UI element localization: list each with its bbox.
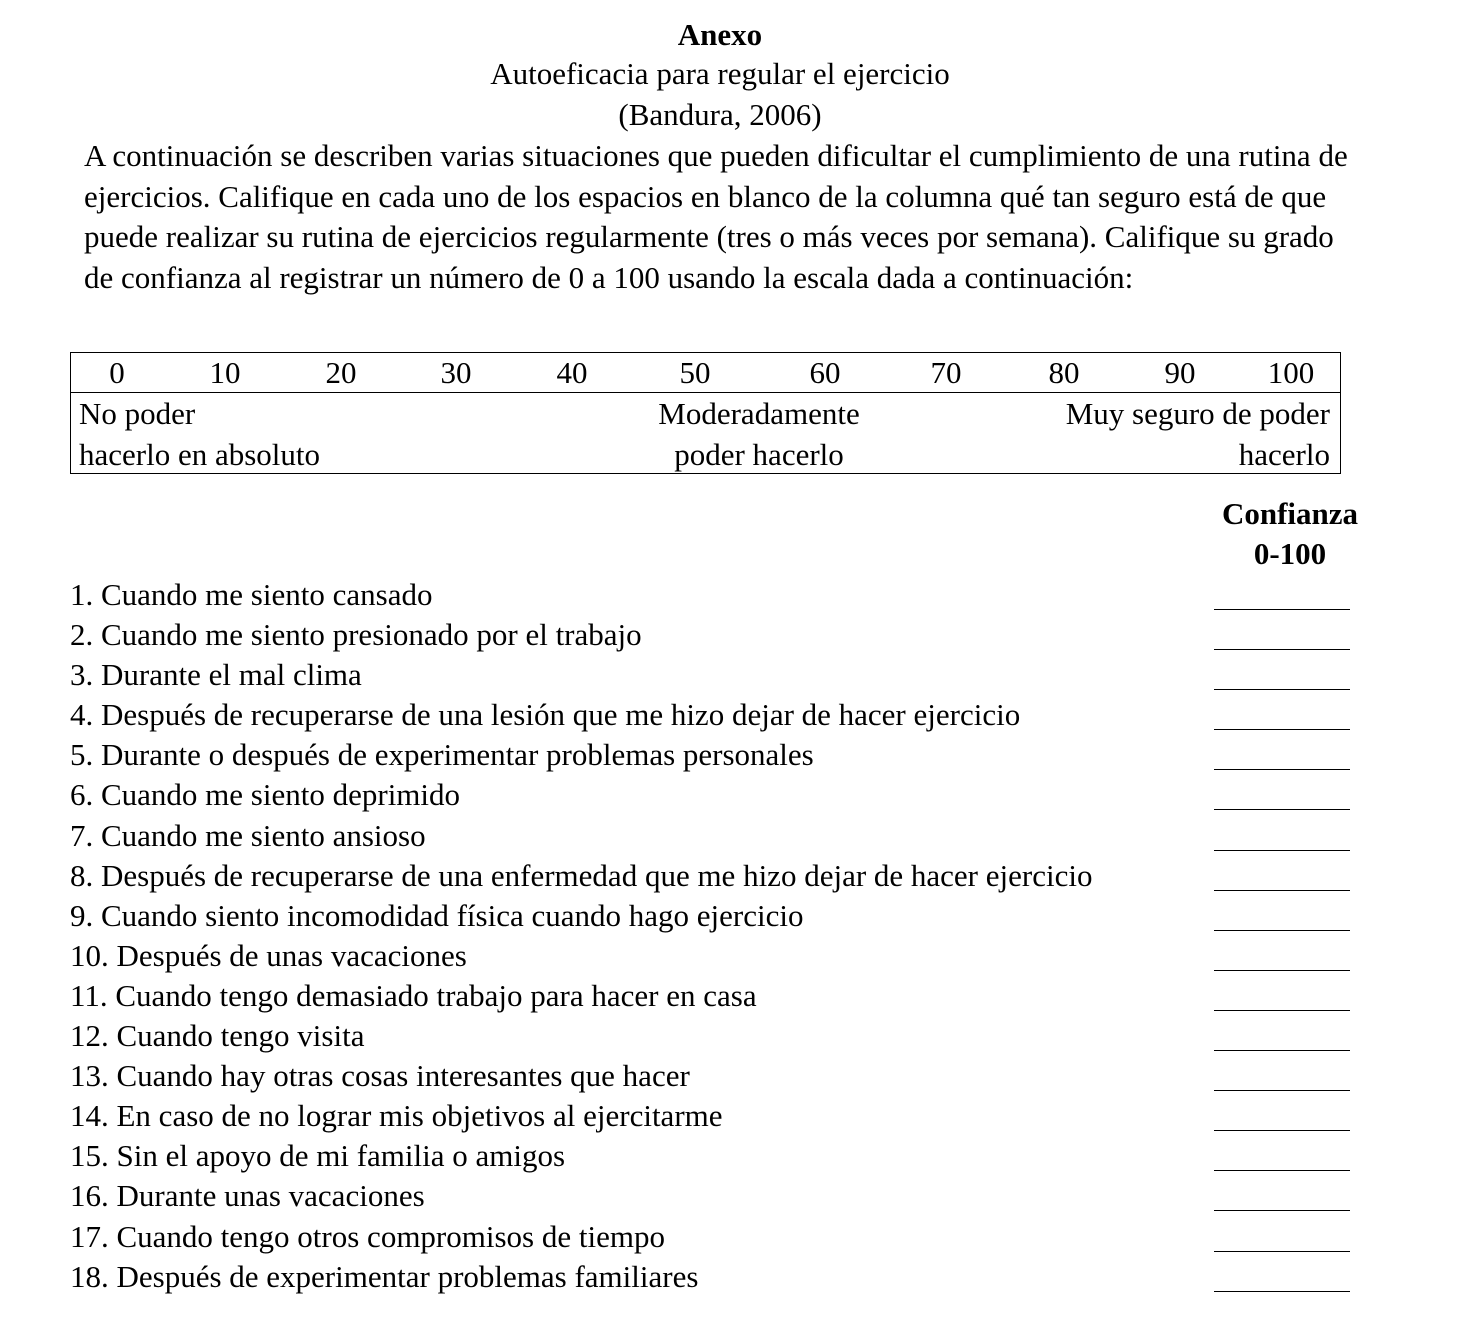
scale-tick: 30 xyxy=(440,355,472,390)
list-item xyxy=(70,856,1360,896)
scale-ticks-row xyxy=(71,353,1340,393)
item-text: 15. Sin el apoyo de mi familia o amigos xyxy=(70,1138,566,1174)
list-item xyxy=(70,1217,1360,1257)
item-text: 4. Después de recuperarse de una lesión que me hizo dejar de hacer ejercicio xyxy=(70,697,1021,733)
confidence-blank[interactable] xyxy=(1214,729,1350,730)
confidence-blank[interactable] xyxy=(1214,1291,1350,1292)
item-text: 6. Cuando me siento deprimido xyxy=(70,777,461,813)
confidence-blank[interactable] xyxy=(1214,1251,1350,1252)
confidence-blank[interactable] xyxy=(1214,689,1350,690)
confidence-blank[interactable] xyxy=(1214,850,1350,851)
list-item xyxy=(70,976,1360,1016)
confidence-column-header xyxy=(1190,494,1390,574)
scale-subtitle: Autoeficacia para regular el ejercicio xyxy=(490,56,950,91)
scale-anchor-mid-line2: poder hacerlo xyxy=(674,436,844,472)
confidence-blank[interactable] xyxy=(1214,1090,1350,1091)
confidence-header-line2: 0-100 xyxy=(1253,536,1327,571)
confidence-blank[interactable] xyxy=(1214,1130,1350,1131)
list-item xyxy=(70,575,1360,615)
list-item xyxy=(70,1257,1360,1297)
list-item xyxy=(70,896,1360,936)
scale-tick: 60 xyxy=(809,355,841,390)
scale-tick: 50 xyxy=(679,355,711,390)
confidence-blank[interactable] xyxy=(1214,1050,1350,1051)
list-item xyxy=(70,615,1360,655)
confidence-blank[interactable] xyxy=(1214,1010,1350,1011)
list-item xyxy=(70,1176,1360,1216)
confidence-blank[interactable] xyxy=(1214,609,1350,610)
item-text: 8. Después de recuperarse de una enfermedad que me hizo dejar de hacer ejercicio xyxy=(70,857,1093,893)
list-item xyxy=(70,775,1360,815)
scale-anchor-high-line1: Muy seguro de poder xyxy=(1065,396,1330,431)
scale-anchor-low-line2: hacerlo en absoluto xyxy=(79,436,321,472)
item-text: 17. Cuando tengo otros compromisos de tiempo xyxy=(70,1218,665,1254)
list-item xyxy=(70,816,1360,856)
item-text: 10. Después de unas vacaciones xyxy=(70,937,467,973)
instructions-paragraph: A continuación se describen varias situaciones que pueden dificultar el cumplimiento de una rutina de ejercicios. Califique en cada uno de los espacios en blanco de la columna qué tan seguro está de que puede realizar su rutina de ejercicios regularmente (tres o más veces por semana). Califique su grado de confianza al registrar un número de 0 a 100 usando la escala dada a continuación: xyxy=(84,138,1348,295)
scale-anchor-high xyxy=(1066,394,1330,475)
item-text: 11. Cuando tengo demasiado trabajo para hacer en casa xyxy=(70,977,757,1013)
scale-anchor-low-line1: No poder xyxy=(79,396,196,431)
confidence-blank[interactable] xyxy=(1214,649,1350,650)
confidence-blank[interactable] xyxy=(1214,970,1350,971)
item-text: 2. Cuando me siento presionado por el trabajo xyxy=(70,617,642,653)
situations-list xyxy=(70,575,1360,1297)
scale-anchor-low xyxy=(79,394,320,475)
list-item xyxy=(70,695,1360,735)
list-item xyxy=(70,1016,1360,1056)
confidence-blank[interactable] xyxy=(1214,1170,1350,1171)
rating-scale-table xyxy=(70,352,1341,474)
scale-tick: 40 xyxy=(556,355,588,390)
scale-tick: 20 xyxy=(325,355,357,390)
citation: (Bandura, 2006) xyxy=(618,97,822,132)
item-text: 3. Durante el mal clima xyxy=(70,657,362,693)
confidence-blank[interactable] xyxy=(1214,809,1350,810)
list-item xyxy=(70,1056,1360,1096)
confidence-blank[interactable] xyxy=(1214,930,1350,931)
item-text: 1. Cuando me siento cansado xyxy=(70,577,433,612)
item-text: 14. En caso de no lograr mis objetivos al ejercitarme xyxy=(70,1098,723,1134)
list-item xyxy=(70,936,1360,976)
confidence-header-line1: Confianza xyxy=(1221,496,1359,531)
confidence-blank[interactable] xyxy=(1214,890,1350,891)
list-item xyxy=(70,1136,1360,1176)
list-item xyxy=(70,1096,1360,1136)
item-text: 16. Durante unas vacaciones xyxy=(70,1178,425,1214)
scale-anchor-mid-line1: Moderadamente xyxy=(658,396,860,431)
scale-tick: 70 xyxy=(930,355,962,390)
scale-tick: 80 xyxy=(1048,355,1080,390)
list-item xyxy=(70,655,1360,695)
item-text: 7. Cuando me siento ansioso xyxy=(70,817,426,853)
annex-title: Anexo xyxy=(677,17,763,52)
scale-tick: 90 xyxy=(1164,355,1196,390)
scale-anchor-mid xyxy=(658,394,859,475)
item-text: 13. Cuando hay otras cosas interesantes que hacer xyxy=(70,1058,690,1094)
confidence-blank[interactable] xyxy=(1214,1210,1350,1211)
scale-tick: 0 xyxy=(109,355,125,390)
list-item xyxy=(70,735,1360,775)
item-text: 12. Cuando tengo visita xyxy=(70,1018,365,1054)
item-text: 5. Durante o después de experimentar problemas personales xyxy=(70,737,814,773)
scale-tick: 10 xyxy=(209,355,241,390)
item-text: 9. Cuando siento incomodidad física cuando hago ejercicio xyxy=(70,897,804,933)
scale-tick: 100 xyxy=(1267,355,1315,390)
confidence-blank[interactable] xyxy=(1214,769,1350,770)
item-text: 18. Después de experimentar problemas familiares xyxy=(70,1258,699,1294)
scale-anchor-high-line2: hacerlo xyxy=(1238,436,1330,472)
